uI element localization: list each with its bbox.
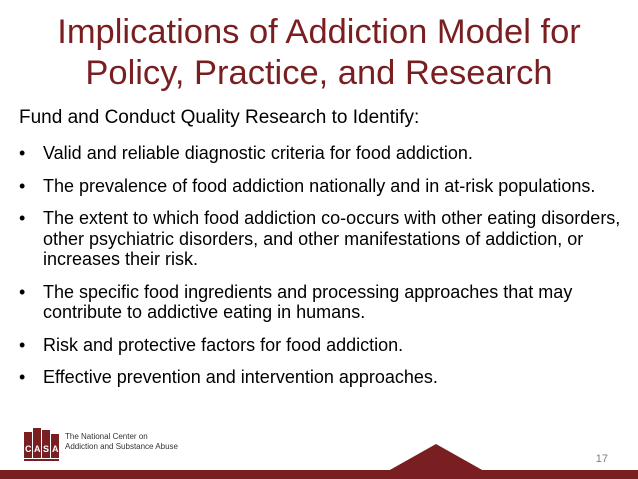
bullet-text: Valid and reliable diagnostic criteria for food addiction. <box>43 143 473 163</box>
org-name-line-1: The National Center on <box>65 432 148 441</box>
bullet-dot: • <box>19 334 26 355</box>
slide-subtitle: Fund and Conduct Quality Research to Identify: <box>19 107 420 128</box>
org-name <box>65 432 178 452</box>
casa-logo <box>24 428 60 462</box>
bullet-dot: • <box>19 143 26 163</box>
svg-text:A: A <box>34 444 41 454</box>
bullet-dot: • <box>19 208 26 228</box>
bullet-item <box>19 335 634 356</box>
bullet-item <box>19 143 634 164</box>
bullet-text: The specific food ingredients and processing approaches that may contribute to addictive eating in humans. <box>43 281 573 322</box>
page-number: 17 <box>595 453 608 465</box>
bullet-item <box>19 208 634 270</box>
svg-text:A: A <box>52 444 59 454</box>
bullet-item <box>19 282 634 323</box>
bullet-text: The prevalence of food addiction nationally and in at-risk populations. <box>43 175 596 196</box>
bullet-text: Risk and protective factors for food addiction. <box>43 334 404 355</box>
bullet-text: The extent to which food addiction co-occurs with other eating disorders, other psychiatric disorders, and other manifestations of addiction, or increases their risk. <box>43 208 621 269</box>
bullet-text: Effective prevention and intervention approaches. <box>43 367 438 387</box>
bullet-item <box>19 367 634 388</box>
footer-bar <box>0 470 638 479</box>
bullet-dot: • <box>19 281 26 302</box>
org-name-line-2: Addiction and Substance Abuse <box>65 442 178 451</box>
bullet-item <box>19 176 634 197</box>
bullet-list <box>19 143 634 400</box>
slide-title-line-1: Implications of Addiction Model for <box>57 13 581 51</box>
slide-title-line-2: Policy, Practice, and Research <box>85 54 553 92</box>
svg-text:C: C <box>25 444 32 454</box>
bullet-dot: • <box>19 175 26 196</box>
slide-title <box>0 12 638 94</box>
bullet-dot: • <box>19 367 26 387</box>
svg-text:S: S <box>43 444 50 454</box>
